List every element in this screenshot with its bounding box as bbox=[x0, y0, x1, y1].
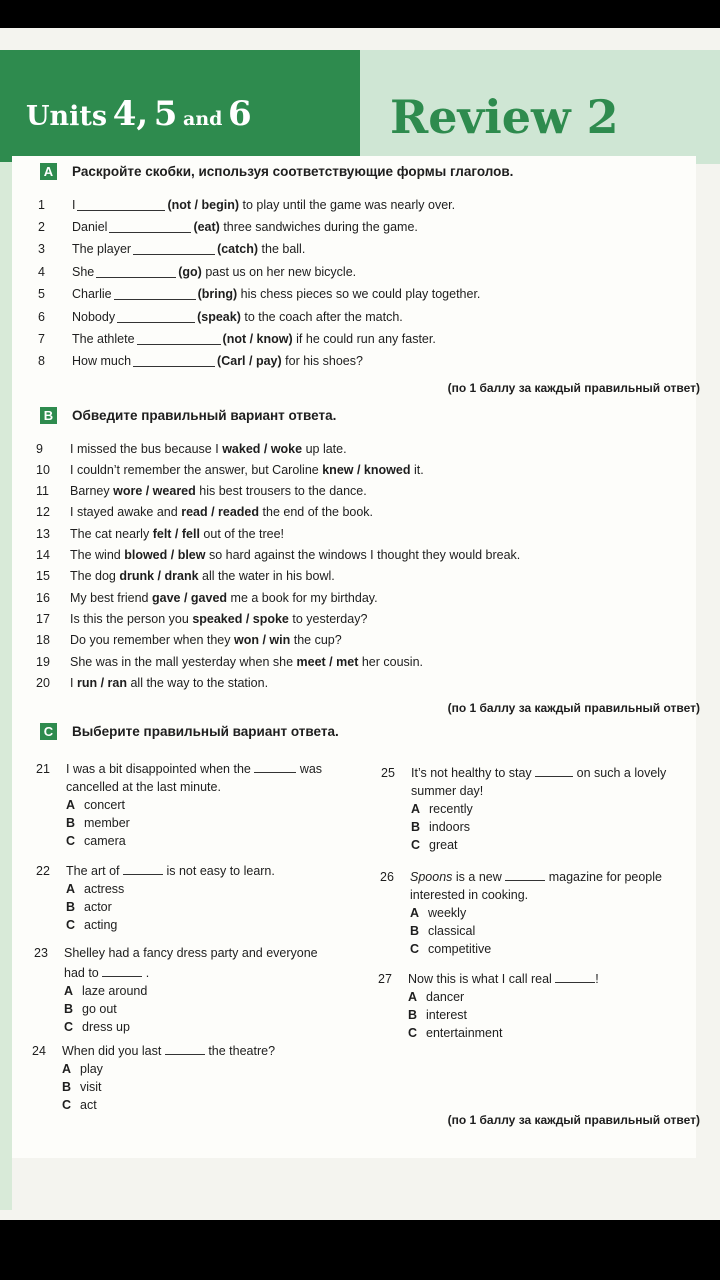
question-23: 23 Shelley had a fancy dress party and everyone had to . A laze around B go out C dress up bbox=[34, 946, 318, 1034]
section-b-item: 15 The dog drunk / drank all the water in his bowl. bbox=[36, 569, 335, 584]
option-b[interactable]: classical bbox=[428, 924, 476, 938]
item-number: 11 bbox=[36, 484, 49, 499]
option-b[interactable]: go out bbox=[82, 1002, 117, 1016]
option-a[interactable]: weekly bbox=[428, 906, 467, 920]
verb-choice[interactable]: drunk / drank bbox=[119, 569, 199, 584]
option-b[interactable]: actor bbox=[84, 900, 112, 914]
verb-choice[interactable]: meet / met bbox=[296, 654, 359, 669]
question-26: 26 Spoons is a new magazine for people interested in cooking. A weekly B classical C competitive bbox=[380, 870, 662, 956]
option-b[interactable]: member bbox=[84, 816, 130, 830]
answer-blank[interactable] bbox=[133, 243, 215, 255]
section-a-item: 6 Nobody (speak) to the coach after the match. bbox=[38, 309, 403, 324]
section-a-item: 8 How much (Carl / pay) for his shoes? bbox=[38, 354, 363, 369]
verb-choice[interactable]: waked / woke bbox=[222, 441, 303, 456]
verb-choice[interactable]: run / ran bbox=[76, 675, 127, 690]
answer-blank[interactable] bbox=[102, 965, 142, 977]
verb-choice[interactable]: felt / fell bbox=[152, 526, 200, 541]
option-c[interactable]: entertainment bbox=[426, 1026, 503, 1040]
left-margin-strip bbox=[0, 50, 12, 1210]
answer-blank[interactable] bbox=[165, 1043, 205, 1055]
answer-blank[interactable] bbox=[133, 355, 215, 367]
verb-choice[interactable]: blowed / blew bbox=[124, 548, 206, 562]
question-24: 24 When did you last the theatre? A play B visit C act bbox=[32, 1044, 276, 1112]
option-c[interactable]: camera bbox=[84, 834, 126, 848]
units-title: Units 4, 5 and 6 bbox=[26, 94, 252, 134]
answer-blank[interactable] bbox=[535, 765, 573, 777]
answer-blank[interactable] bbox=[254, 761, 296, 773]
option-b[interactable]: indoors bbox=[429, 820, 470, 834]
verb-choice[interactable]: knew / knowed bbox=[322, 462, 411, 477]
section-b-item: 11 Barney wore / weared his best trousers to the dance. bbox=[36, 484, 367, 499]
section-a-score-note: (по 1 баллу за каждый правильный ответ) bbox=[447, 381, 700, 395]
item-number: 6 bbox=[38, 309, 45, 324]
item-number: 13 bbox=[36, 526, 50, 541]
answer-blank[interactable] bbox=[96, 266, 176, 278]
item-number: 15 bbox=[36, 569, 50, 584]
answer-blank[interactable] bbox=[555, 971, 595, 983]
answer-blank[interactable] bbox=[137, 333, 221, 345]
answer-blank[interactable] bbox=[505, 869, 545, 881]
option-a[interactable]: concert bbox=[84, 798, 125, 812]
option-a[interactable]: dancer bbox=[426, 990, 465, 1004]
section-a-item: 5 Charlie (bring) his chess pieces so we could play together. bbox=[38, 287, 481, 302]
verb-choice[interactable]: read / readed bbox=[181, 505, 260, 520]
option-a[interactable]: recently bbox=[429, 802, 473, 816]
answer-blank[interactable] bbox=[114, 288, 196, 300]
section-b-item: 19 She was in the mall yesterday when she meet / met her cousin. bbox=[36, 654, 424, 669]
option-b[interactable]: interest bbox=[426, 1008, 467, 1022]
verb-choice[interactable]: wore / weared bbox=[113, 484, 196, 499]
answer-blank[interactable] bbox=[123, 863, 163, 875]
section-a-item: 3 The player (catch) the ball. bbox=[38, 242, 306, 257]
section-a-item: 1 I (not / begin) to play until the game was nearly over. bbox=[38, 197, 456, 212]
section-b-item: 16 My best friend gave / gaved me a book for my birthday. bbox=[36, 590, 378, 605]
option-a[interactable]: actress bbox=[84, 882, 125, 896]
item-number: 8 bbox=[38, 354, 45, 369]
item-number: 9 bbox=[36, 441, 43, 456]
question-27: 27 Now this is what I call real ! A dancer B interest C entertainment bbox=[378, 972, 599, 1040]
section-b-item: 18 Do you remember when they won / win the cup? bbox=[36, 633, 342, 648]
item-number: 5 bbox=[38, 287, 45, 302]
item-number: 18 bbox=[36, 633, 50, 648]
section-c-score-note: (по 1 баллу за каждый правильный ответ) bbox=[447, 1113, 700, 1127]
section-b-item: 12 I stayed awake and read / readed the end of the book. bbox=[36, 505, 374, 520]
section-b-score-note: (по 1 баллу за каждый правильный ответ) bbox=[447, 701, 700, 715]
section-a-header bbox=[40, 162, 513, 180]
section-a-item: 2 Daniel (eat) three sandwiches during the game. bbox=[38, 219, 418, 234]
option-c[interactable]: act bbox=[80, 1098, 97, 1112]
item-number: 4 bbox=[38, 264, 45, 279]
section-b-item: 14 The wind blowed / blew so hard against the windows I thought they would break. bbox=[36, 548, 521, 562]
item-number: 19 bbox=[36, 654, 50, 669]
item-number: 14 bbox=[36, 548, 50, 562]
item-number: 3 bbox=[38, 242, 45, 257]
section-a-item: 4 She (go) past us on her new bicycle. bbox=[38, 264, 357, 279]
verb-choice[interactable]: speaked / spoke bbox=[192, 611, 289, 626]
verb-choice[interactable]: won / win bbox=[233, 633, 291, 648]
item-number: 16 bbox=[36, 590, 50, 605]
section-b-item: 20 I run / ran all the way to the station. bbox=[36, 675, 269, 690]
section-b-instruction: Обведите правильный вариант ответа. bbox=[72, 407, 337, 423]
section-b-badge: B bbox=[40, 407, 57, 424]
option-c[interactable]: competitive bbox=[428, 942, 492, 956]
section-b-header bbox=[40, 406, 336, 424]
question-22: 22 The art of is not easy to learn. A actress B actor C acting bbox=[36, 864, 275, 932]
item-number: 17 bbox=[36, 611, 50, 626]
section-b-item: 17 Is this the person you speaked / spoke to yesterday? bbox=[36, 611, 368, 626]
section-b-item: 9 I missed the bus because I waked / woke up late. bbox=[36, 441, 347, 456]
item-number: 10 bbox=[36, 462, 50, 477]
question-21: 21 I was a bit disappointed when the was cancelled at the last minute. A concert B member C camera bbox=[36, 762, 323, 848]
option-a[interactable]: play bbox=[80, 1062, 103, 1076]
item-number: 2 bbox=[38, 219, 45, 234]
option-b[interactable]: visit bbox=[80, 1080, 102, 1094]
answer-blank[interactable] bbox=[109, 221, 191, 233]
option-c[interactable]: dress up bbox=[82, 1020, 130, 1034]
section-b-item: 13 The cat nearly felt / fell out of the tree! bbox=[36, 526, 285, 541]
answer-blank[interactable] bbox=[117, 311, 195, 323]
question-25: 25 It’s not healthy to stay on such a lovely summer day! A recently B indoors C great bbox=[381, 766, 667, 852]
page bbox=[0, 28, 720, 1220]
section-c-instruction: Выберите правильный вариант ответа. bbox=[72, 723, 339, 739]
section-a-instruction: Раскройте скобки, используя соответствующие формы глаголов. bbox=[72, 163, 514, 179]
item-number: 20 bbox=[36, 675, 50, 690]
section-c-header bbox=[40, 722, 339, 740]
section-a-badge: A bbox=[40, 163, 57, 180]
section-b-item: 10 I couldn’t remember the answer, but Caroline knew / knowed it. bbox=[36, 462, 424, 477]
option-a[interactable]: laze around bbox=[82, 984, 148, 998]
section-c-badge: C bbox=[40, 723, 57, 740]
verb-choice[interactable]: gave / gaved bbox=[152, 590, 228, 605]
option-c[interactable]: great bbox=[429, 838, 458, 852]
section-a-item: 7 The athlete (not / know) if he could run any faster. bbox=[38, 331, 436, 346]
review-title: Review 2 bbox=[390, 90, 619, 144]
answer-blank[interactable] bbox=[77, 199, 165, 211]
item-number: 7 bbox=[38, 331, 45, 346]
option-c[interactable]: acting bbox=[84, 918, 118, 932]
item-number: 1 bbox=[38, 197, 45, 212]
item-number: 12 bbox=[36, 505, 50, 520]
